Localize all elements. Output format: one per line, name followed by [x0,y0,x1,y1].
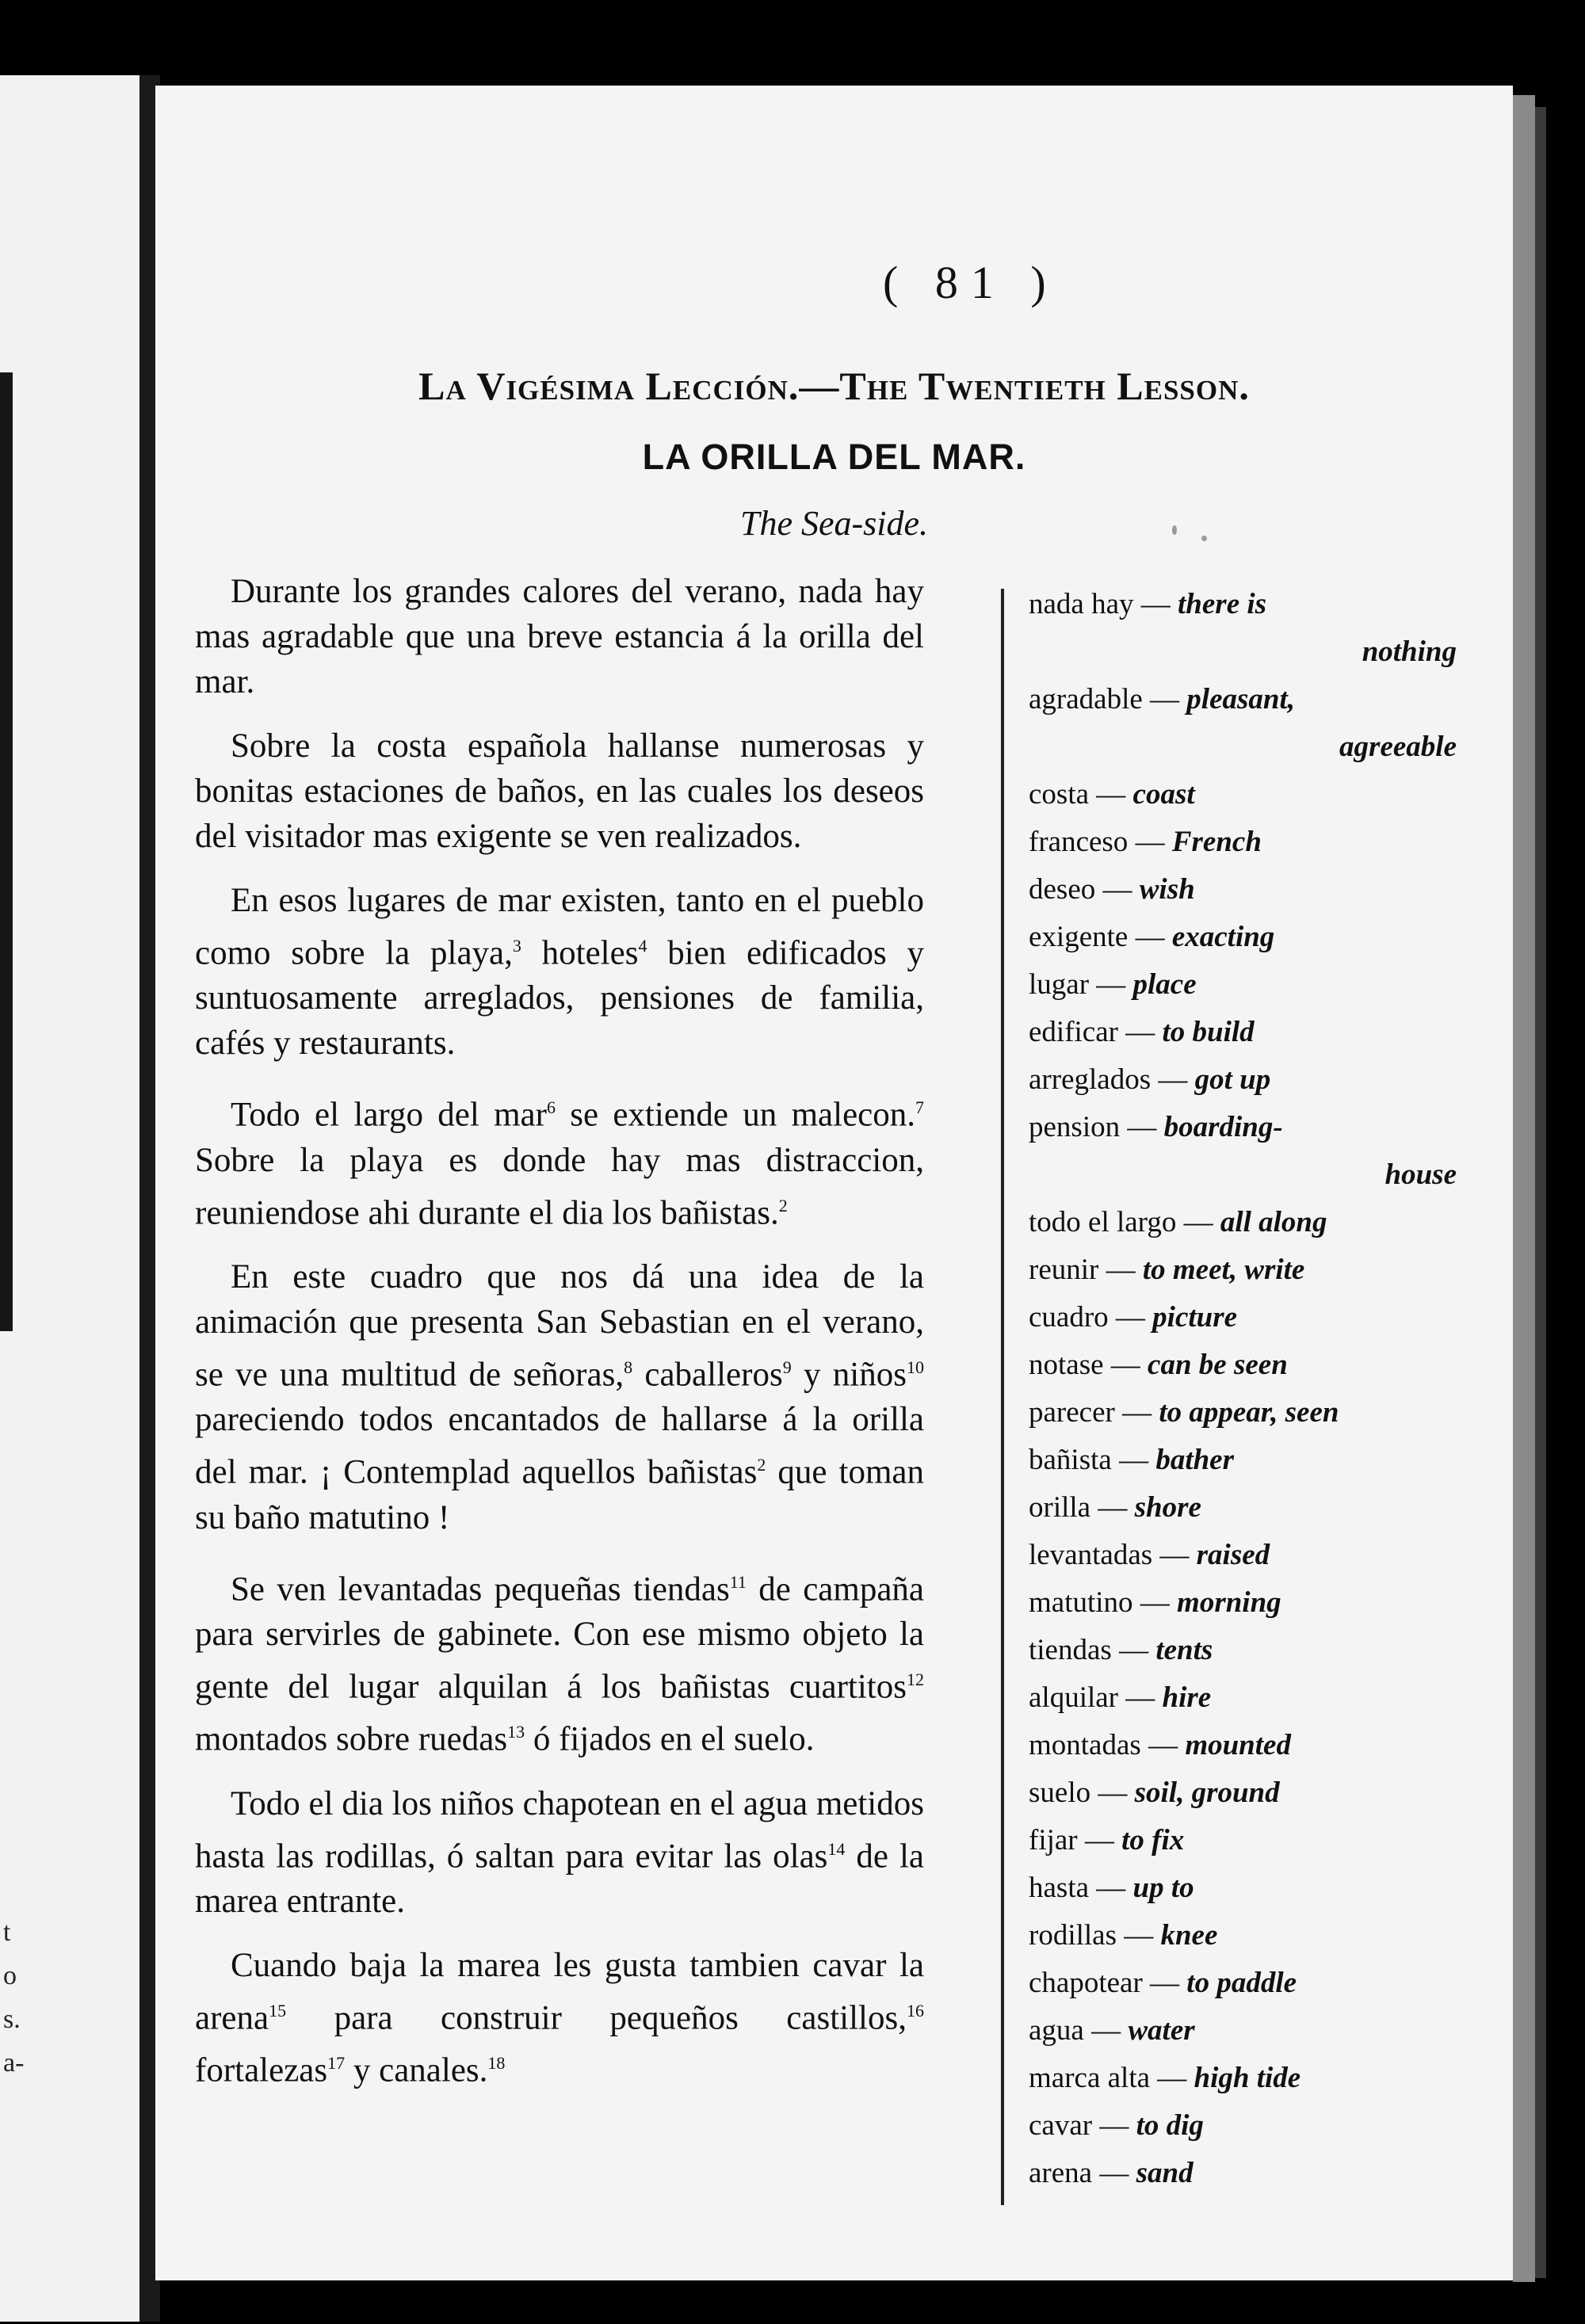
footnote-marker: 6 [546,1097,556,1118]
vocabulary-entry [1029,1674,1504,1722]
paragraph-text: fortalezas [195,2051,328,2089]
spanish-word: bañista [1029,1444,1112,1476]
paragraph-text: hoteles [521,934,639,972]
spanish-word: lugar [1029,968,1090,1001]
english-meaning: got up [1194,1063,1271,1096]
vocabulary-entry [1029,771,1504,819]
english-meaning: coast [1132,778,1195,811]
dash-separator: — [1111,1444,1156,1476]
vocabulary-entry [1029,866,1504,914]
spanish-word: exigente [1029,921,1129,953]
paragraph-text: Sobre la playa es donde hay mas distraccion, reuniendose ahi durante el dia los bañistas. [195,1141,924,1231]
spanish-word: suelo [1029,1776,1091,1809]
footnote-marker: 14 [827,1838,846,1859]
english-meaning: hire [1162,1681,1212,1714]
paragraph [195,1781,924,1924]
english-meaning: sand [1136,2157,1194,2189]
english-meaning: soil, ground [1134,1776,1280,1809]
spanish-word: orilla [1029,1491,1091,1524]
english-meaning: wish [1139,873,1195,906]
footnote-marker: 8 [624,1357,633,1377]
dash-separator: — [1152,1539,1197,1571]
paragraph-text: bien edificados y suntuosamente arreglados, pensiones de familia, cafés y restaurants. [195,934,924,1063]
dash-separator: — [1120,1111,1164,1143]
spanish-word: montadas [1029,1729,1141,1761]
dash-separator: — [1114,1396,1159,1429]
dash-separator: — [1140,1729,1186,1761]
dash-separator: — [1089,778,1133,811]
spanish-word: rodillas [1029,1919,1117,1952]
paragraph-text: montados sobre ruedas [195,1720,508,1758]
dash-separator: — [1117,1016,1163,1048]
spanish-word: chapotear [1029,1967,1143,1999]
paragraph-text: caballeros [632,1356,783,1394]
spanish-word: fijar [1029,1824,1078,1857]
spanish-word: edificar [1029,1016,1118,1048]
paragraph-text: Todo el dia los niños chapotean en el agua metidos hasta las rodillas, ó saltan para evitar las olas [195,1784,924,1875]
spanish-word: parecer [1029,1396,1115,1429]
english-meaning: there is [1178,588,1267,620]
english-meaning-continued: nothing [1362,635,1457,668]
paragraph-text: Se ven levantadas pequeñas tiendas [231,1570,730,1608]
book-page [155,86,1513,2280]
footnote-marker: 10 [907,1357,924,1377]
footnote-marker: 15 [269,2000,287,2021]
dash-separator: — [1133,588,1178,620]
english-meaning: to paddle [1186,1967,1297,1999]
dash-separator: — [1132,1586,1178,1619]
spanish-word: matutino [1029,1586,1133,1619]
spanish-word: cuadro [1029,1301,1109,1334]
dash-separator: — [1089,1872,1133,1904]
spanish-word: todo el largo [1029,1206,1177,1238]
english-meaning: knee [1160,1919,1218,1952]
footnote-marker: 11 [729,1571,747,1592]
paragraph [195,1085,924,1235]
english-meaning: to meet, write [1142,1254,1305,1286]
paragraph-text: de campaña para servirles de gabinete. Con ese mismo objeto la gente del lugar alquilan á los bañistas cuartitos [195,1570,925,1706]
column-divider [1001,589,1004,2205]
paragraph-text: se extiende un malecon. [555,1096,915,1134]
english-meaning: pleasant, [1186,683,1296,716]
dash-separator: — [1128,921,1172,953]
paragraph-text: pareciendo todos encantados de hallarse á la orilla del mar. ¡ Contemplad aquellos bañistas [195,1401,924,1491]
english-meaning: water [1128,2014,1195,2047]
spanish-word: marca alta [1029,2062,1151,2094]
paragraph-text: y niños [791,1356,907,1394]
english-meaning: picture [1152,1301,1238,1334]
english-meaning: raised [1196,1539,1270,1571]
footnote-marker: 4 [638,936,647,956]
spanish-word: pension [1029,1111,1121,1143]
vocabulary-entry [1029,1960,1504,2007]
english-meaning: to dig [1136,2109,1204,2142]
english-meaning-continued: agreeable [1339,731,1457,763]
vocabulary-entry [1029,1579,1504,1627]
dash-separator: — [1176,1206,1220,1238]
paragraph-text: y canales. [345,2051,488,2089]
page-number: ( 81 ) [883,257,1059,308]
paragraph-text: Sobre la costa española hallanse numerosas y bonitas estaciones de baños, en las cuales los deseos del visitador mas exigente se ven realizados. [195,727,924,855]
dash-separator: — [1111,1634,1156,1666]
english-meaning: to appear, seen [1159,1396,1339,1429]
vocabulary-entry [1029,2102,1504,2150]
dash-separator: — [1118,1681,1163,1714]
facing-page-fragment: t [3,1918,11,1947]
facing-page [0,75,145,2322]
vocabulary-entry [1029,1864,1504,1912]
english-meaning: bather [1155,1444,1234,1476]
english-meaning: all along [1220,1206,1327,1238]
ink-speck [1172,525,1177,535]
english-meaning: French [1171,826,1262,858]
vocabulary-entry [1029,1912,1504,1960]
vocabulary-entry [1029,1389,1504,1437]
spanish-word: tiendas [1029,1634,1112,1666]
dash-separator: — [1098,1254,1143,1286]
dash-separator: — [1116,1919,1161,1952]
vocabulary-entry [1029,1722,1504,1769]
paragraph [195,569,924,704]
vocabulary-entry [1029,914,1504,961]
vocabulary-entry [1029,1009,1504,1056]
vocabulary-entry [1029,1104,1504,1199]
paragraph [195,1559,924,1762]
english-meaning: morning [1177,1586,1281,1619]
dash-separator: — [1095,873,1140,906]
vocabulary-entry [1029,676,1504,771]
footnote-marker: 12 [907,1669,924,1689]
paragraph-text: En este cuadro que nos dá una idea de la animación que presenta San Sebastian en el verano, se ve una multitud de señoras, [195,1257,924,1394]
paragraph-text: Durante los grandes calores del verano, nada hay mas agradable que una breve estancia á la orilla del mar. [195,573,924,700]
spanish-word: cavar [1029,2109,1093,2142]
vocabulary-entry [1029,1817,1504,1864]
vocabulary-entry [1029,2150,1504,2197]
paragraph-text: En esos lugares de mar existen, tanto en el pueblo como sobre la playa, [195,882,924,972]
reading-text [195,569,924,2112]
english-meaning: tents [1155,1634,1213,1666]
english-meaning: boarding- [1163,1111,1283,1143]
dash-separator: — [1142,683,1187,716]
dash-separator: — [1083,2014,1129,2047]
dash-separator: — [1103,1349,1148,1381]
page-edge-shadow [1535,107,1546,2278]
vocabulary-entry [1029,1294,1504,1341]
paragraph [195,1254,924,1540]
vocabulary-entry [1029,961,1504,1009]
vocabulary-entry [1029,1437,1504,1484]
dash-separator: — [1092,2109,1136,2142]
paragraph [195,878,924,1066]
spanish-word: deseo [1029,873,1096,906]
spanish-word: reunir [1029,1254,1099,1286]
facing-page-shadow [0,372,13,1331]
spanish-word: notase [1029,1349,1104,1381]
footnote-marker: 2 [757,1455,766,1475]
vocabulary-entry [1029,1056,1504,1104]
vocabulary-entry [1029,2007,1504,2055]
dash-separator: — [1090,1491,1135,1524]
footnote-marker: 18 [487,2053,506,2074]
spanish-word: arreglados [1029,1063,1152,1096]
spanish-word: costa [1029,778,1090,811]
english-meaning: place [1132,968,1197,1001]
paragraph [195,1943,924,2093]
page-edge [1513,95,1535,2282]
vocabulary-list [1029,581,1504,2197]
dash-separator: — [1089,968,1133,1001]
footnote-marker: 13 [507,1722,525,1742]
spanish-word: levantadas [1029,1539,1153,1571]
spanish-word: agradable [1029,683,1143,716]
footnote-marker: 3 [512,936,521,956]
paragraph-text: Cuando baja la marea les gusta tambien cavar la arena [195,1946,924,2037]
footnote-marker: 9 [782,1357,792,1377]
paragraph-text: que toman su baño matutino ! [195,1453,924,1536]
vocabulary-entry [1029,1769,1504,1817]
footnote-marker: 2 [778,1195,788,1215]
spanish-word: agua [1029,2014,1084,2047]
english-meaning: mounted [1185,1729,1291,1761]
dash-separator: — [1150,2062,1194,2094]
vocabulary-entry [1029,1246,1504,1294]
section-subtitle: The Sea-side. [739,504,929,543]
vocabulary-entry [1029,819,1504,866]
ink-speck [1201,536,1207,541]
spanish-word: alquilar [1029,1681,1119,1714]
paragraph-text: para construir pequeños castillos, [286,1999,907,2037]
english-meaning-continued: house [1384,1158,1457,1191]
vocabulary-entry [1029,1627,1504,1674]
spanish-word: arena [1029,2157,1093,2189]
spanish-word: nada hay [1029,588,1134,620]
section-title: LA ORILLA DEL MAR. [642,437,1026,477]
facing-page-fragment: a- [3,2048,25,2078]
english-meaning: high tide [1194,2062,1301,2094]
dash-separator: — [1151,1063,1195,1096]
english-meaning: exacting [1171,921,1275,953]
vocabulary-entry [1029,1532,1504,1579]
lesson-title: La Vigésima Lección.—The Twentieth Lesson. [418,364,1250,408]
vocabulary-entry [1029,2055,1504,2102]
english-meaning: to build [1162,1016,1255,1048]
english-meaning: up to [1132,1872,1194,1904]
dash-separator: — [1128,826,1172,858]
facing-page-fragment: s. [3,2005,21,2034]
english-meaning: to fix [1121,1824,1185,1857]
dash-separator: — [1077,1824,1122,1857]
facing-page-fragment: o [3,1961,17,1990]
footnote-marker: 7 [915,1097,924,1118]
dash-separator: — [1092,2157,1136,2189]
dash-separator: — [1142,1967,1187,1999]
vocabulary-entry [1029,1199,1504,1246]
paragraph-text: de la marea entrante. [195,1837,924,1920]
paragraph-text: Todo el largo del mar [231,1096,547,1134]
vocabulary-entry [1029,1341,1504,1389]
footnote-marker: 17 [327,2053,346,2074]
english-meaning: can be seen [1148,1349,1288,1381]
paragraph [195,723,924,859]
paragraph-text: ó fijados en el suelo. [525,1720,815,1758]
vocabulary-entry [1029,581,1504,676]
spanish-word: franceso [1029,826,1129,858]
footnote-marker: 16 [907,2000,924,2021]
english-meaning: shore [1134,1491,1201,1524]
spanish-word: hasta [1029,1872,1090,1904]
dash-separator: — [1090,1776,1135,1809]
dash-separator: — [1108,1301,1153,1334]
vocabulary-entry [1029,1484,1504,1532]
